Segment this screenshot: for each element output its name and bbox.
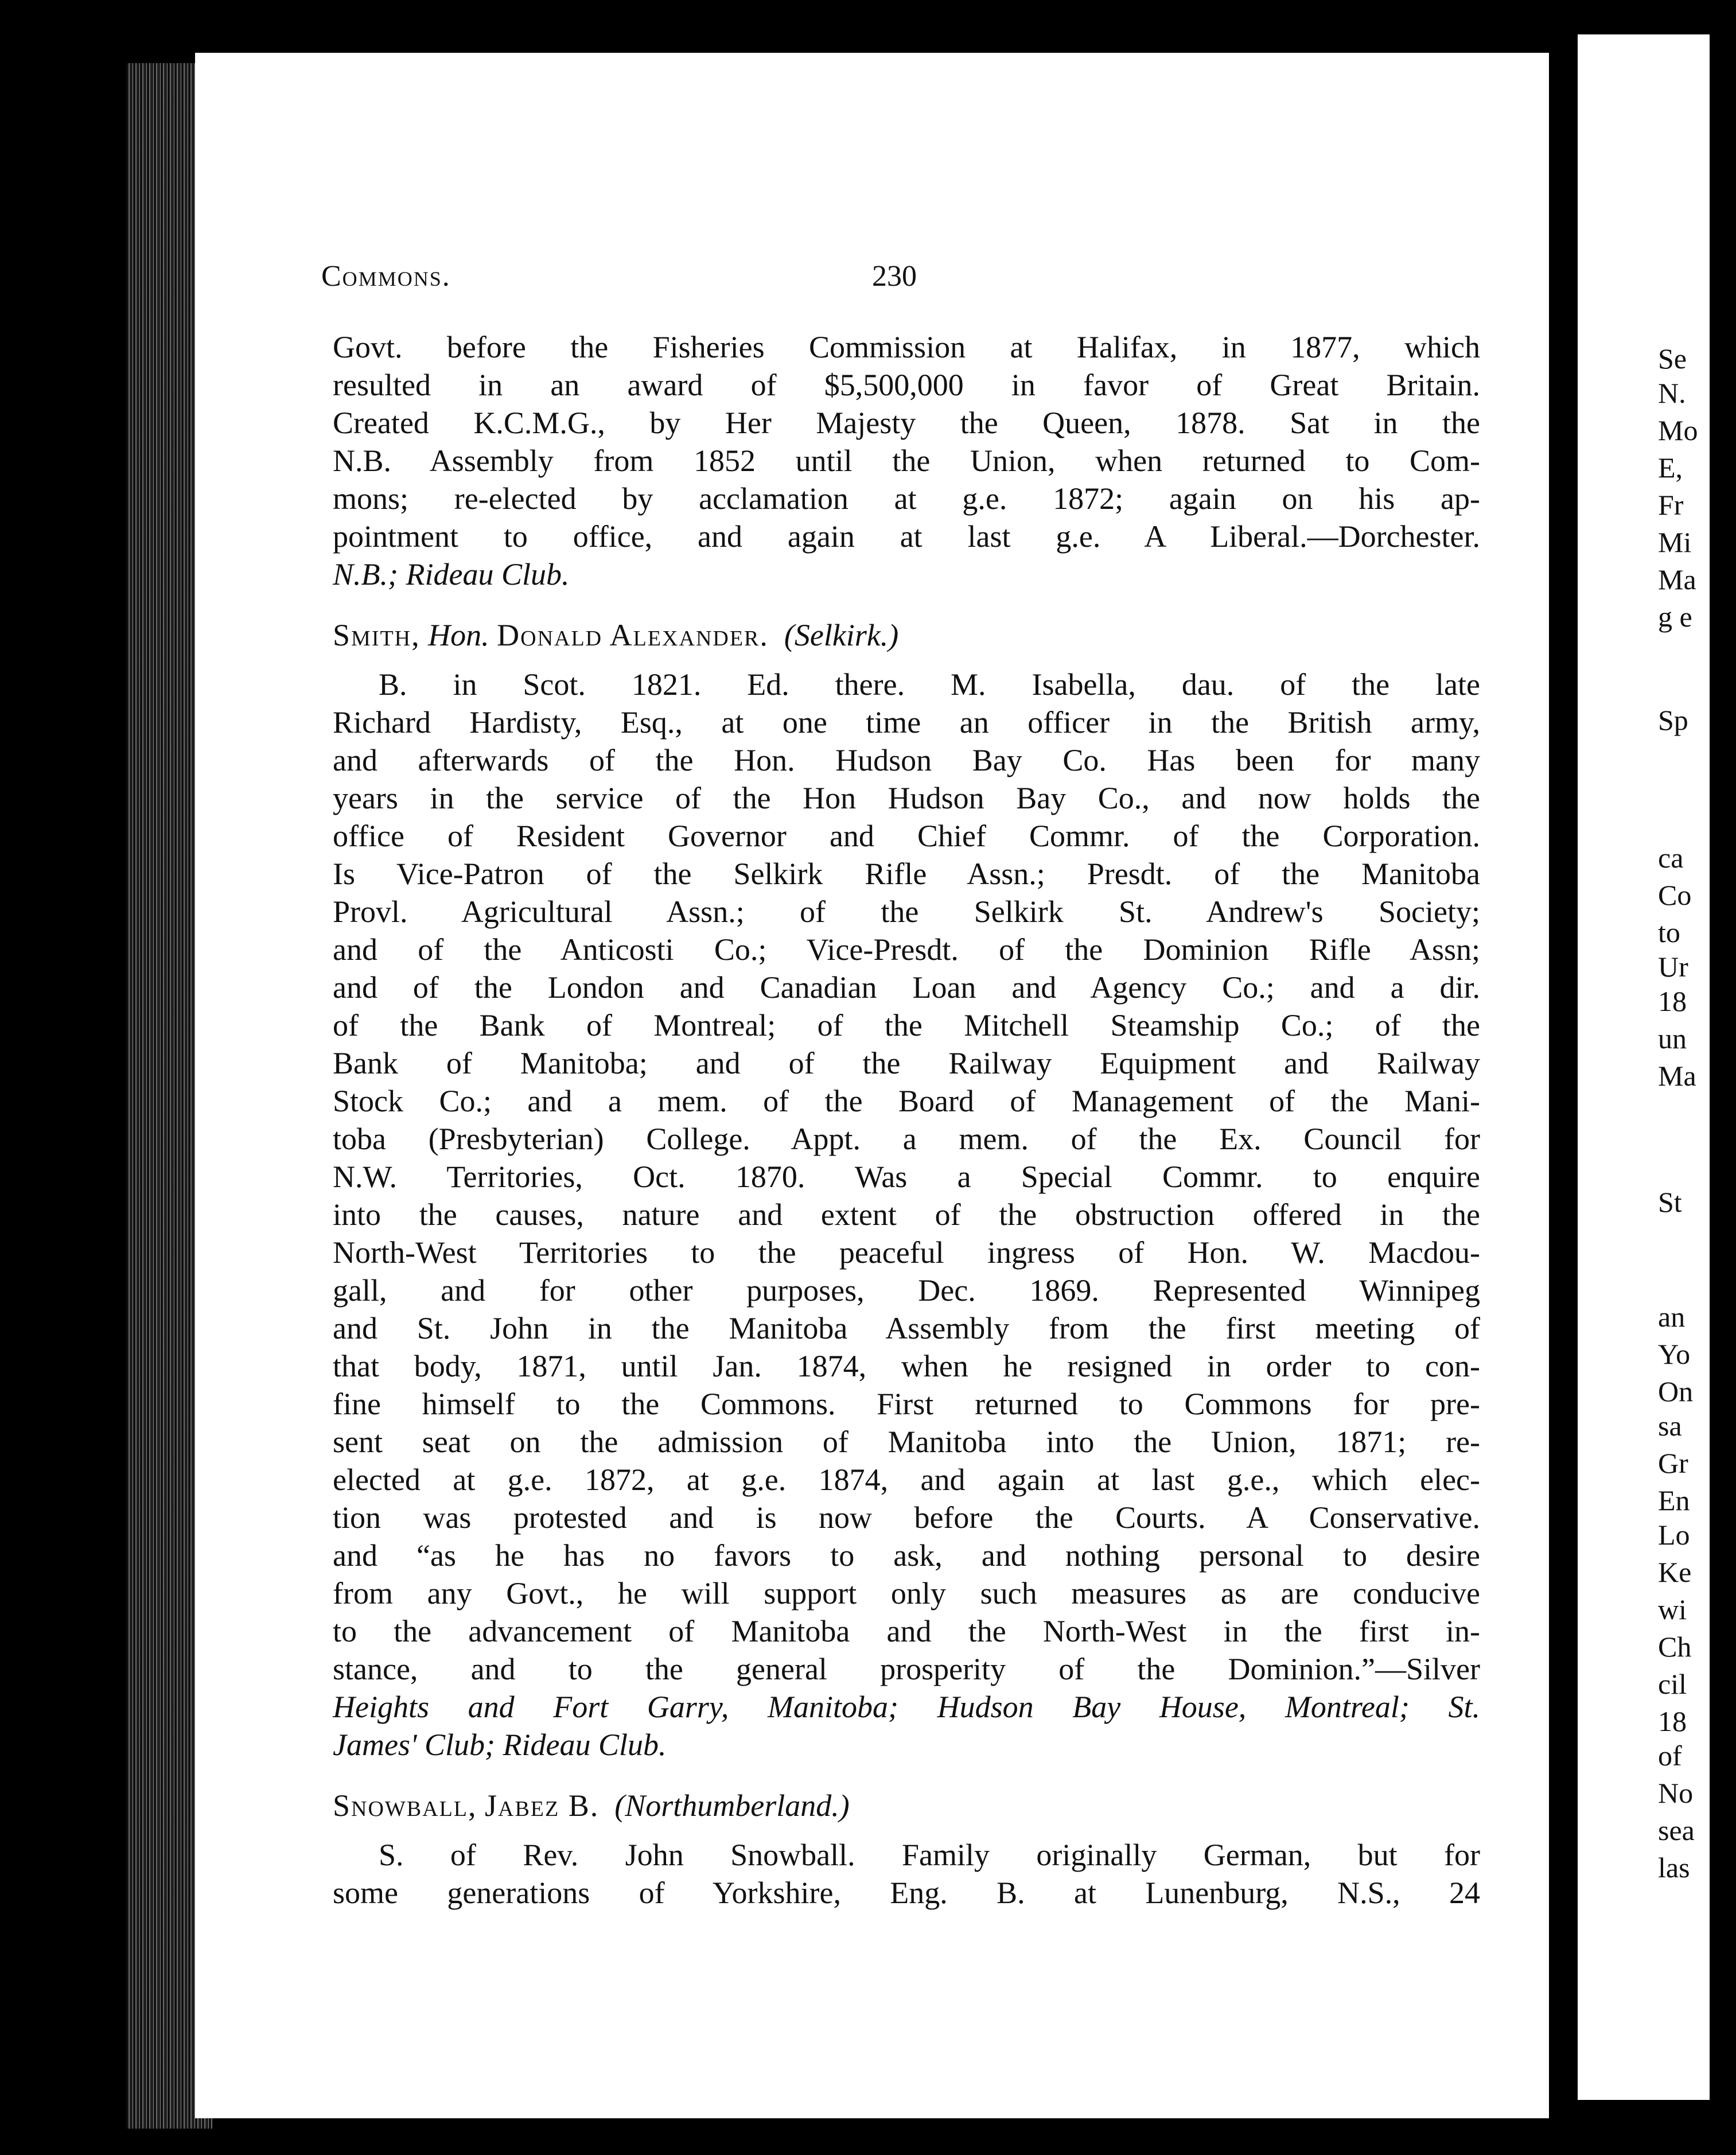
text-line: years in the service of the Hon Hudson Bay Co., and now holds the	[333, 781, 1480, 815]
address-line: Heights and Fort Garry, Manitoba; Hudson Bay House, Montreal; St.	[333, 1690, 1480, 1724]
text-line: stance, and to the general prosperity of the Dominion.”—Silver	[333, 1652, 1480, 1686]
facing-page-text-fragment: St	[1658, 1186, 1682, 1218]
text-line: some generations of Yorkshire, Eng. B. at Lunenburg, N.S., 24	[333, 1876, 1480, 1910]
text-line: office of Resident Governor and Chief Commr. of the Corporation.	[333, 819, 1480, 853]
address-line: James' Club; Rideau Club.	[333, 1728, 667, 1762]
text-line: pointment to office, and again at last g.e. A Liberal.—Dorchester.	[333, 519, 1480, 554]
facing-page-text-fragment: On	[1658, 1375, 1694, 1407]
facing-page-text-fragment: E,	[1658, 452, 1683, 484]
facing-page-text-fragment: Sp	[1658, 704, 1688, 736]
facing-page-text-fragment: sea	[1658, 1814, 1695, 1846]
facing-page-text-fragment: Gr	[1658, 1447, 1688, 1479]
facing-page-text-fragment: wi	[1658, 1593, 1687, 1625]
facing-page-text-fragment: N.	[1658, 377, 1686, 409]
text-line: S. of Rev. John Snowball. Family originally German, but for	[379, 1838, 1480, 1872]
facing-page-text-fragment: Mi	[1658, 526, 1692, 558]
text-line: toba (Presbyterian) College. Appt. a mem. of the Ex. Council for	[333, 1122, 1480, 1156]
facing-page-text-fragment: Lo	[1658, 1519, 1690, 1551]
facing-page-text-fragment: Mo	[1658, 414, 1698, 446]
entry-heading-snowball	[333, 1787, 1480, 1825]
entry-body-snowball	[333, 1836, 1480, 1912]
text-line: N.W. Territories, Oct. 1870. Was a Special Commr. to enquire	[333, 1160, 1480, 1194]
facing-page-text-fragment: an	[1658, 1301, 1686, 1333]
facing-page-text-fragment: un	[1658, 1022, 1687, 1055]
text-line: to the advancement of Manitoba and the North-West in the first in-	[333, 1614, 1480, 1648]
text-line: gall, and for other purposes, Dec. 1869. Represented Winnipeg	[333, 1273, 1480, 1308]
entry-surname: Smith,	[333, 618, 421, 652]
text-line: Created K.C.M.G., by Her Majesty the Queen, 1878. Sat in the	[333, 406, 1480, 440]
address-line: N.B.; Rideau Club.	[333, 557, 570, 592]
entry-body-smith	[333, 666, 1480, 1764]
text-line: into the causes, nature and extent of the obstruction offered in the	[333, 1197, 1480, 1232]
facing-page-text-fragment: of	[1658, 1740, 1682, 1772]
facing-page-text-fragment: Co	[1658, 879, 1692, 911]
text-line: North-West Territories to the peaceful ingress of Hon. W. Macdou-	[333, 1235, 1480, 1270]
facing-page-text-fragment: Yo	[1658, 1338, 1691, 1370]
facing-page-text-fragment: Ke	[1658, 1556, 1692, 1588]
facing-page-text-fragment: Fr	[1658, 489, 1684, 521]
facing-page-text-fragment: sa	[1658, 1410, 1682, 1442]
facing-page-text-fragment: 18	[1658, 985, 1687, 1017]
text-line: Richard Hardisty, Esq., at one time an officer in the British army,	[333, 705, 1480, 740]
facing-page-text-fragment: ca	[1658, 842, 1684, 874]
facing-page-text-fragment: g e	[1658, 601, 1692, 633]
text-line: of the Bank of Montreal; of the Mitchell Steamship Co.; of the	[333, 1008, 1480, 1043]
text-line: sent seat on the admission of Manitoba into the Union, 1871; re-	[333, 1425, 1480, 1459]
entry-continuation	[333, 328, 1480, 593]
text-line: and “as he has no favors to ask, and nothing personal to desire	[333, 1538, 1480, 1573]
facing-page-text-fragment: Ur	[1658, 951, 1688, 983]
text-line: Is Vice-Patron of the Selkirk Rifle Assn.; Presdt. of the Manitoba	[333, 857, 1480, 891]
text-line: Bank of Manitoba; and of the Railway Equipment and Railway	[333, 1046, 1480, 1080]
entry-given-name: Jabez B.	[485, 1788, 600, 1823]
facing-page-text-fragment: No	[1658, 1777, 1694, 1809]
facing-page-text-fragment: Ch	[1658, 1631, 1692, 1663]
entry-heading-smith	[333, 616, 1480, 654]
facing-page-text-fragment: Ma	[1658, 1060, 1696, 1092]
running-head-section: Commons.	[321, 260, 451, 293]
text-line: B. in Scot. 1821. Ed. there. M. Isabella, dau. of the late	[379, 667, 1480, 702]
text-line: fine himself to the Commons. First returned to Commons for pre-	[333, 1387, 1480, 1421]
text-line: and of the London and Canadian Loan and Agency Co.; and a dir.	[333, 970, 1480, 1005]
entry-constituency: (Selkirk.)	[784, 618, 899, 652]
facing-page-fragment	[1578, 34, 1710, 2100]
entry-surname: Snowball,	[333, 1788, 477, 1823]
text-line: mons; re-elected by acclamation at g.e. 1872; again on his ap-	[333, 481, 1480, 516]
text-line: Stock Co.; and a mem. of the Board of Management of the Mani-	[333, 1084, 1480, 1118]
facing-page-text-fragment: Se	[1658, 343, 1687, 375]
book-page	[195, 53, 1549, 2118]
text-line: N.B. Assembly from 1852 until the Union, when returned to Com-	[333, 444, 1480, 478]
facing-page-text-fragment: to	[1658, 916, 1680, 948]
text-line: Provl. Agricultural Assn.; of the Selkirk St. Andrew's Society;	[333, 894, 1480, 929]
entry-title: Hon.	[428, 618, 489, 652]
page-body	[333, 328, 1480, 1912]
facing-page-text-fragment: 18	[1658, 1705, 1687, 1737]
entry-given-name: Donald Alexander.	[497, 618, 769, 652]
text-line: tion was protested and is now before the Courts. A Conservative.	[333, 1500, 1480, 1535]
facing-page-text-fragment: Ma	[1658, 563, 1696, 596]
page-number: 230	[872, 260, 917, 293]
text-line: from any Govt., he will support only such measures as are conducive	[333, 1576, 1480, 1611]
facing-page-text-fragment: En	[1658, 1484, 1690, 1516]
text-line: and of the Anticosti Co.; Vice-Presdt. of the Dominion Rifle Assn;	[333, 932, 1480, 967]
text-line: Govt. before the Fisheries Commission at Halifax, in 1877, which	[333, 330, 1480, 364]
facing-page-text-fragment: cil	[1658, 1668, 1687, 1700]
text-line: resulted in an award of $5,500,000 in favor of Great Britain.	[333, 368, 1480, 402]
text-line: and St. John in the Manitoba Assembly from the first meeting of	[333, 1311, 1480, 1345]
running-head	[321, 259, 1457, 305]
text-line: elected at g.e. 1872, at g.e. 1874, and again at last g.e., which elec-	[333, 1462, 1480, 1497]
text-line: that body, 1871, until Jan. 1874, when he resigned in order to con-	[333, 1349, 1480, 1383]
facing-page-text-fragment: las	[1658, 1851, 1690, 1884]
entry-constituency: (Northumberland.)	[614, 1788, 850, 1823]
text-line: and afterwards of the Hon. Hudson Bay Co. Has been for many	[333, 743, 1480, 777]
